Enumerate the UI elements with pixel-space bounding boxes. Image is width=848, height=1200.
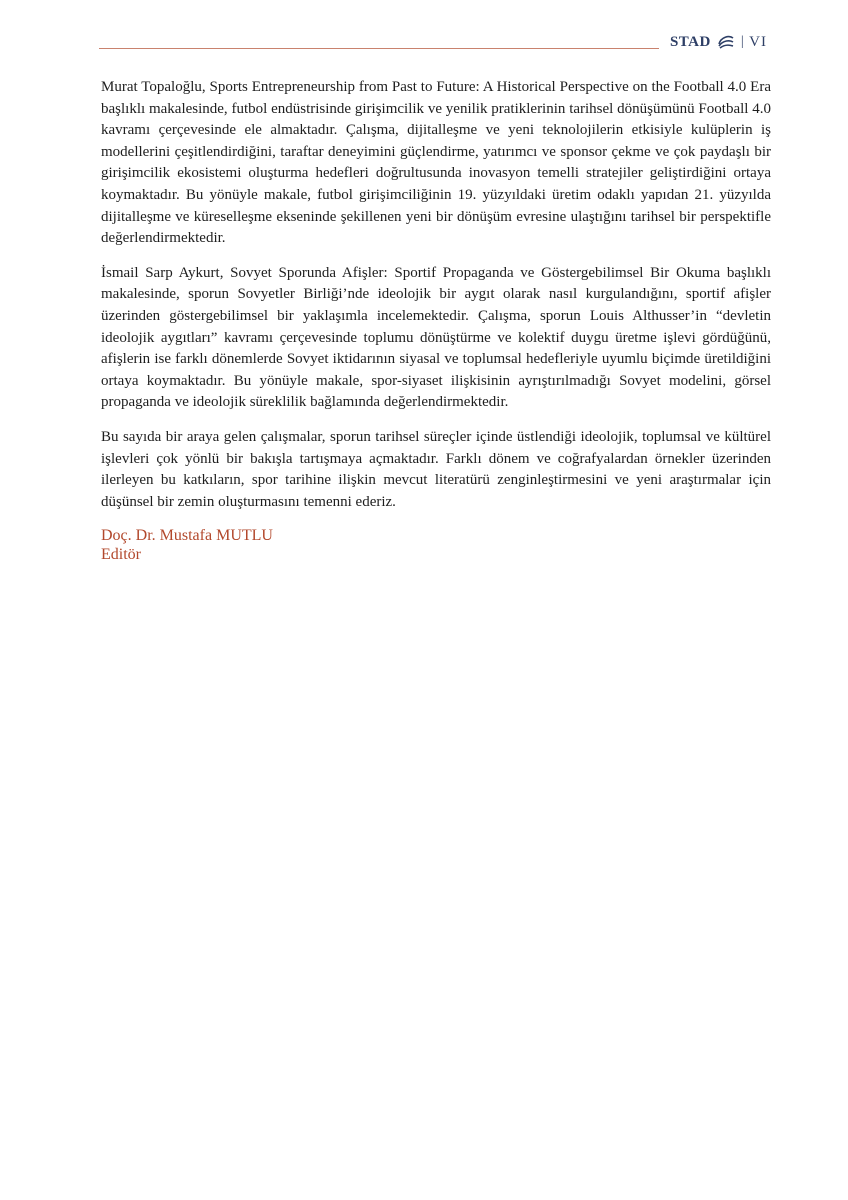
header-rule: [99, 48, 659, 49]
journal-name: STAD: [669, 34, 711, 50]
editor-name: Doç. Dr. Mustafa MUTLU: [101, 527, 273, 545]
header-separator: |: [740, 34, 745, 49]
main-content: [101, 77, 771, 564]
paragraph-2: İsmail Sarp Aykurt, Sovyet Sporunda Afişler: Sportif Propaganda ve Göstergebilimsel Bir Okuma başlıklı makalesinde, sporun Sovyetler Birliği’nde ideolojik bir aygıt olarak nasıl kurgulandığını, sportif afişler üzerinden göstergebilimsel bir yaklaşımla incelemektedir. Çalışma, sporun Louis Althusser’in “devletin ideolojik aygıtları” kavramı çerçevesinde toplumu dönüştürme ve kolektif duygu üretme işlevi gördüğünü, afişlerin ise farklı dönemlerde Sovyet iktidarının siyasal ve toplumsal hedefleriyle uyumlu biçimde üretildiğini ortaya koymaktadır. Bu yönüyle makale, spor-siyaset ilişkisinin ayrıştırılmadığı Sovyet modelini, görsel propaganda ve ideolojik süreklilik bağlamında değerlendirmektedir.: [101, 264, 771, 411]
paragraph-3: Bu sayıda bir araya gelen çalışmalar, sporun tarihsel süreçler içinde üstlendiği ideolojik, toplumsal ve kültürel işlevleri çok yönlü bir bakışla tartışmaya açmaktadır. Farklı dönem ve coğrafyalardan örnekler üzerinden ilerleyen bu katkıların, spor tarihine ilişkin mevcut literatürü zenginleştirmesini ve yeni araştırmalar için düşünsel bir zemin oluşturmasını temenni ederiz.: [101, 428, 771, 510]
stad-logo-icon: [716, 34, 736, 50]
page-header: [99, 30, 767, 54]
signature-block: [101, 526, 771, 564]
page-number: VI: [749, 34, 767, 50]
paragraph-1: Murat Topaloğlu, Sports Entrepreneurship from Past to Future: A Historical Perspective on the Football 4.0 Era başlıklı makalesinde, futbol endüstrisinde girişimcilik ve yenilik pratiklerinin tarihsel dönüşümünü Football 4.0 kavramı çerçevesinde ele almaktadır. Çalışma, dijitalleşme ve yeni teknolojilerin etkisiyle kulüplerin iş modellerini çeşitlendirdiğini, taraftar deneyimini güçlendirme, yatırımcı ve sponsor çekme ve çok paydaşlı bir girişimcilik ekosistemi oluşturma hedefleri doğrultusunda inovasyon temelli stratejiler geliştirdiğini ortaya koymaktadır. Bu yönüyle makale, futbol girişimciliğinin 19. yüzyıldaki üretim odaklı yapıdan 21. yüzyılda dijitalleşme ve küreselleşme ekseninde şekillenen yeni bir dönüşüm evresine ulaştığını tarihsel bir perspektifle değerlendirmektedir.: [101, 79, 771, 247]
journal-brand: [670, 33, 767, 51]
editor-role: Editör: [101, 546, 141, 564]
